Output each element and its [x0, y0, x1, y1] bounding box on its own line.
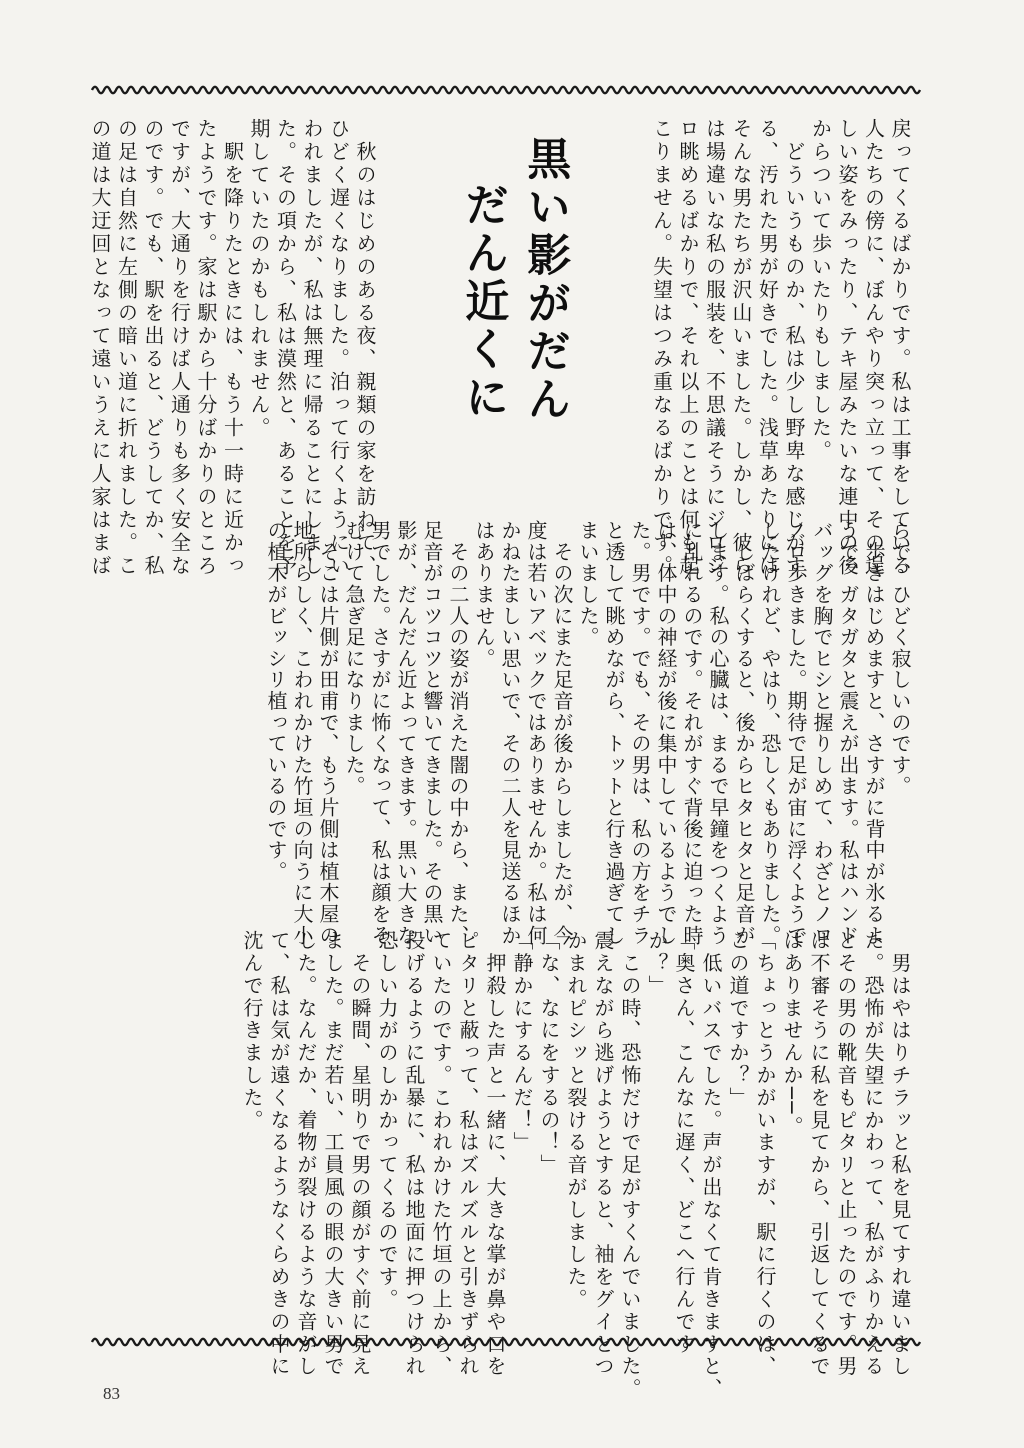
text-column: この時、恐怖だけで足がすくんでいました。 — [618, 930, 642, 1401]
text-column: て、私は気が遠くなるようなくらめきの中に — [267, 930, 291, 1378]
text-column: 押殺した声と一緒に、大きな掌が鼻や口を — [483, 930, 507, 1378]
heading-line-1: 黒い影がだん — [519, 136, 571, 424]
text-column: バッグを胸でヒシと握りしめて、わざとノロ — [810, 520, 834, 946]
text-column: 低いバスでした。声が出なくて肯きますと、 — [699, 930, 723, 1401]
text-column: 秋のはじめのある夜、親類の家を訪ねて、 — [353, 118, 377, 578]
text-column: ひどく遅くなりました。泊って行くようにい — [326, 118, 351, 578]
text-column: 地所らしく、こわれかけた竹垣の向うに大小 — [290, 520, 314, 946]
text-column: ロ眺めるばかりで、それ以上のことは何も起 — [676, 118, 700, 578]
text-column: 戻ってくるばかりです。私は工事をしている — [888, 118, 912, 578]
text-column: 男でした。さすがに怖くなって、私は顔をそ — [368, 520, 392, 946]
text-column: ピタリと蔽って、私はズルズルと引きずられ — [456, 930, 480, 1378]
text-column: 歩きはじめますと、さすがに背中が氷るよ — [862, 520, 886, 946]
text-column: とその男の靴音もピタリと止ったのです。男 — [834, 930, 858, 1378]
text-column: 「な、なにをするの！」 — [537, 930, 561, 1177]
text-column: 期していたのかもしれません。 — [247, 118, 271, 440]
text-column: 「ちょっとうかがいますが、駅に行くのは、 — [753, 930, 777, 1378]
text-column: はありません。 — [472, 520, 496, 670]
text-column: の植木がビッシリ植っているのです。 — [264, 520, 288, 883]
text-column: その次にまた足音が後からしましたが、今 — [550, 520, 574, 946]
text-column: その二人の姿が消えた闇の中から、また、 — [446, 520, 470, 946]
text-column: むけて急ぎ足になりました。 — [342, 520, 366, 797]
text-column: したけれど、やはり、恐しくもありました。 — [758, 520, 782, 946]
page-number: 83 — [103, 1384, 120, 1403]
article-heading — [457, 118, 571, 558]
text-column: ました。まだ若い、工員風の眼の大きい男で — [321, 930, 345, 1378]
text-column: 駅を降りたときには、もう十一時に近かっ — [220, 118, 245, 578]
upper-right-text — [649, 118, 912, 578]
text-column: 震えながら逃げようとすると、袖をグイとつ — [591, 930, 615, 1378]
text-column: そこは片側が田甫で、もう片側は植木屋の — [316, 520, 340, 946]
text-column: この道ですか？」 — [726, 930, 750, 1110]
text-column: は、体中の神経が後に集中しているようでし — [654, 520, 678, 946]
top-wavy-rule — [92, 82, 912, 98]
text-column: 「奥さん、こんなに遅く、どこへ行んです — [672, 930, 696, 1356]
middle-section — [90, 520, 912, 946]
text-column: しばらくすると、後からヒタヒタと足音が — [732, 520, 756, 946]
text-column: 「静かにするんだ！」 — [510, 930, 534, 1154]
text-column: 人たちの傍に、ぼんやり突っ立って、その逞 — [861, 118, 886, 578]
text-column: からついて歩いたりもしました。 — [808, 118, 833, 463]
text-column: 恐しい力がのしかかってくるのです。 — [375, 930, 399, 1311]
text-column: こりません。失望はつみ重なるばかりです。 — [649, 118, 674, 578]
text-column: ノロ歩きました。期待で足が宙に浮くようで — [784, 520, 808, 946]
text-column: の道は大迂回となって遠いうえに人家はまば — [88, 118, 112, 578]
text-column: に乱れるのです。それがすぐ背後に迫った時 — [680, 520, 704, 946]
text-column: 男はやはりチラッと私を見てすれ違いまし — [888, 930, 912, 1378]
text-column: 足音がコツコツと響いてきました。その黒い — [420, 520, 444, 946]
text-column: たようです。家は駅から十分ばかりのところ — [194, 118, 218, 578]
heading-line-2: だん近くに — [457, 182, 509, 422]
text-column: しい姿をみったり、テキ屋みたいな連中の後 — [835, 118, 859, 578]
text-column: 投げるように乱暴に、私は地面に押つけられ — [402, 930, 426, 1378]
text-column: る、汚れた男が好きでした。浅草あたりには — [755, 118, 780, 578]
text-column: 沈んで行きました。 — [240, 930, 264, 1132]
bottom-wavy-rule — [92, 1334, 912, 1350]
text-column: た。男です。でも、その男は、私の方をチラ — [628, 520, 652, 946]
text-column: は不審そうに私を見てから、引返してくるで — [807, 930, 831, 1378]
upper-left-text — [88, 118, 377, 578]
text-column: ていたのです。こわれかけた竹垣の上から、 — [429, 930, 453, 1378]
text-column: のです。でも、駅を出ると、どうしてか、私 — [141, 118, 165, 578]
text-column: は場違いな私の服装を、不思議そうにジロジ — [702, 118, 727, 578]
text-column: た。恐怖が失望にかわって、私がふりかえる — [861, 930, 885, 1378]
text-column: かねたましい思いで、その二人を見送るほか — [498, 520, 522, 946]
text-column: らで、ひどく寂しいのです。 — [888, 520, 912, 797]
upper-section — [88, 118, 912, 578]
text-column: はありませんか──。 — [780, 930, 804, 1139]
text-column: 度は若いアベックではありませんか。私は何 — [524, 520, 548, 946]
text-column: かまれピシッと裂ける音がしました。 — [564, 930, 588, 1311]
text-column: その瞬間、星明りで男の顔がすぐ前に見え — [348, 930, 372, 1378]
text-column: た。その項から、私は漠然と、あることを予 — [273, 118, 298, 578]
text-column: の足は自然に左側の暗い道に折れました。こ — [114, 118, 139, 578]
text-column: と透して眺めながら、トットと行き過ぎてし — [602, 520, 626, 946]
text-column: まいました。 — [576, 520, 600, 648]
text-column: します。私の心臓は、まるで早鐘をつくよう — [706, 520, 730, 946]
text-column: うで、ガタガタと震えが出ます。私はハンド — [836, 520, 860, 946]
text-column: ですが、大通りを行けば人通りも多く安全な — [167, 118, 192, 578]
text-column: どういうものか、私は少し野卑な感じがす — [782, 118, 806, 578]
text-column: そんな男たちが沢山いました。しかし、彼ら — [729, 118, 753, 578]
text-column: した。なんだか、着物が裂けるような音がし — [294, 930, 318, 1378]
text-column: 影が、だんだん近よってきます。黒い大きな — [394, 520, 418, 946]
text-column: か？」 — [645, 930, 669, 998]
text-column: われましたが、私は無理に帰ることにしまし — [300, 118, 324, 578]
